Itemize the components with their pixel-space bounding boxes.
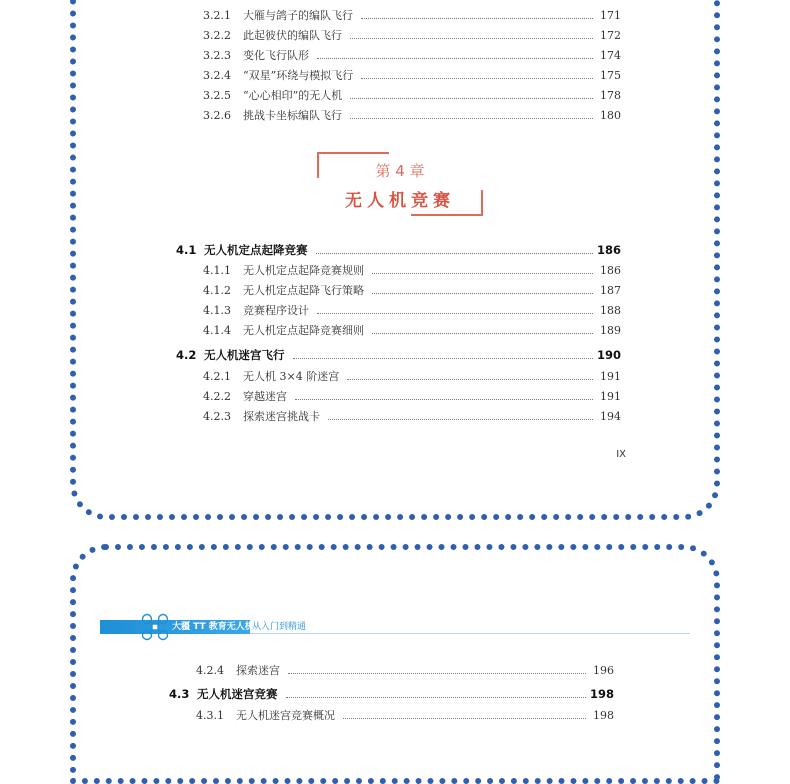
dot-leader: [343, 717, 586, 719]
toc-entry-number: 3.2.5: [203, 88, 231, 102]
toc-entry-page: 174: [600, 48, 621, 62]
toc-section-number: 4.2: [176, 348, 197, 362]
toc-entry-4-1-4[interactable]: [203, 321, 621, 339]
toc-entry-page: 198: [593, 708, 614, 722]
toc-entry-number: 4.2.1: [203, 369, 231, 383]
toc-entry-3-2-3[interactable]: [203, 46, 621, 64]
toc-section-number: 4.1: [176, 243, 197, 257]
running-header-rule: [250, 633, 690, 634]
dot-leader: [295, 398, 593, 400]
dot-leader: [350, 117, 593, 119]
toc-entry-page: 196: [593, 663, 614, 677]
toc-entry-number: 3.2.4: [203, 68, 231, 82]
dot-leader: [286, 696, 587, 698]
toc-entry-page: 191: [600, 369, 621, 383]
toc-entry-3-2-1[interactable]: [203, 6, 621, 24]
dot-leader: [316, 252, 594, 254]
dot-leader: [288, 672, 586, 674]
toc-entry-title: 探索迷宫挑战卡: [243, 410, 320, 423]
toc-entry-title: 穿越迷宫: [243, 390, 287, 403]
toc-section-page: 186: [597, 243, 622, 257]
toc-entry-page: 187: [600, 283, 621, 297]
dot-leader: [350, 97, 593, 99]
toc-entry-page: 186: [600, 263, 621, 277]
toc-entry-title: “心心相印”的无人机: [243, 89, 343, 102]
book-subtitle: 从入门到精通: [252, 622, 307, 632]
toc-entry-number: 4.1.1: [203, 263, 231, 277]
dot-leader: [361, 17, 593, 19]
dot-leader: [350, 37, 593, 39]
toc-section-4-2[interactable]: [176, 346, 621, 364]
toc-entry-number: 3.2.6: [203, 108, 231, 122]
toc-entry-title: 探索迷宫: [236, 664, 280, 677]
dot-leader: [372, 332, 593, 334]
dot-leader: [372, 272, 593, 274]
toc-entry-4-2-1[interactable]: [203, 367, 621, 385]
toc-entry-4-2-2[interactable]: [203, 387, 621, 405]
toc-entry-page: 175: [600, 68, 621, 82]
chapter-number: 第 4 章: [375, 162, 425, 180]
toc-section-page: 198: [590, 687, 615, 701]
toc-entry-title: 无人机定点起降飞行策略: [243, 284, 364, 297]
toc-entry-4-2-4[interactable]: [196, 661, 614, 679]
toc-entry-4-1-1[interactable]: [203, 261, 621, 279]
toc-section-title: 无人机迷宫竞赛: [197, 687, 278, 701]
drone-icon: [140, 612, 170, 642]
toc-entry-title: 变化飞行队形: [243, 49, 309, 62]
toc-entry-title: 无人机定点起降竞赛细则: [243, 324, 364, 337]
page-number: IX: [616, 449, 626, 460]
toc-entry-4-1-2[interactable]: [203, 281, 621, 299]
toc-entry-number: 3.2.3: [203, 48, 231, 62]
toc-entry-title: 无人机定点起降竞赛规则: [243, 264, 364, 277]
toc-entry-title: 此起彼伏的编队飞行: [243, 29, 342, 42]
toc-entry-page: 189: [600, 323, 621, 337]
toc-entry-page: 194: [600, 409, 621, 423]
toc-entry-page: 178: [600, 88, 621, 102]
toc-entry-page: 188: [600, 303, 621, 317]
toc-entry-4-3-1[interactable]: [196, 706, 614, 724]
dot-leader: [372, 292, 593, 294]
toc-entry-title: 大雁与鸽子的编队飞行: [243, 9, 353, 22]
toc-section-title: 无人机迷宫飞行: [204, 348, 285, 362]
toc-entry-page: 180: [600, 108, 621, 122]
toc-entry-4-1-3[interactable]: [203, 301, 621, 319]
dot-leader: [328, 418, 593, 420]
toc-entry-title: 无人机迷宫竞赛概况: [236, 709, 335, 722]
toc-entry-number: 4.1.2: [203, 283, 231, 297]
toc-entry-3-2-4[interactable]: [203, 66, 621, 84]
toc-entry-page: 172: [600, 28, 621, 42]
toc-entry-number: 3.2.2: [203, 28, 231, 42]
dot-leader: [317, 312, 593, 314]
toc-entry-number: 4.2.2: [203, 389, 231, 403]
toc-entry-title: 无人机 3×4 阶迷宫: [243, 370, 340, 383]
dot-leader: [293, 357, 594, 359]
dot-leader: [347, 378, 593, 380]
toc-entry-3-2-6[interactable]: [203, 106, 621, 124]
dot-leader: [361, 77, 593, 79]
toc-section-title: 无人机定点起降竞赛: [204, 243, 308, 257]
toc-entry-number: 4.2.4: [196, 663, 224, 677]
toc-entry-number: 4.3.1: [196, 708, 224, 722]
toc-entry-number: 4.1.4: [203, 323, 231, 337]
toc-entry-number: 4.2.3: [203, 409, 231, 423]
toc-entry-title: “双星”环绕与模拟飞行: [243, 69, 354, 82]
toc-section-4-3[interactable]: [169, 685, 614, 703]
toc-entry-title: 竞赛程序设计: [243, 304, 309, 317]
dot-leader: [317, 57, 593, 59]
toc-entry-number: 4.1.3: [203, 303, 231, 317]
book-title: 大疆 TT 教育无人机: [172, 622, 254, 632]
toc-entry-page: 191: [600, 389, 621, 403]
toc-entry-number: 3.2.1: [203, 8, 231, 22]
toc-entry-3-2-5[interactable]: [203, 86, 621, 104]
toc-entry-page: 171: [600, 8, 621, 22]
toc-section-4-1[interactable]: [176, 241, 621, 259]
toc-entry-title: 挑战卡坐标编队飞行: [243, 109, 342, 122]
toc-entry-4-2-3[interactable]: [203, 407, 621, 425]
toc-entry-3-2-2[interactable]: [203, 26, 621, 44]
chapter-title: 无人机竞赛: [345, 191, 455, 211]
toc-section-page: 190: [597, 348, 622, 362]
toc-section-number: 4.3: [169, 687, 190, 701]
chapter-heading: [317, 152, 483, 216]
